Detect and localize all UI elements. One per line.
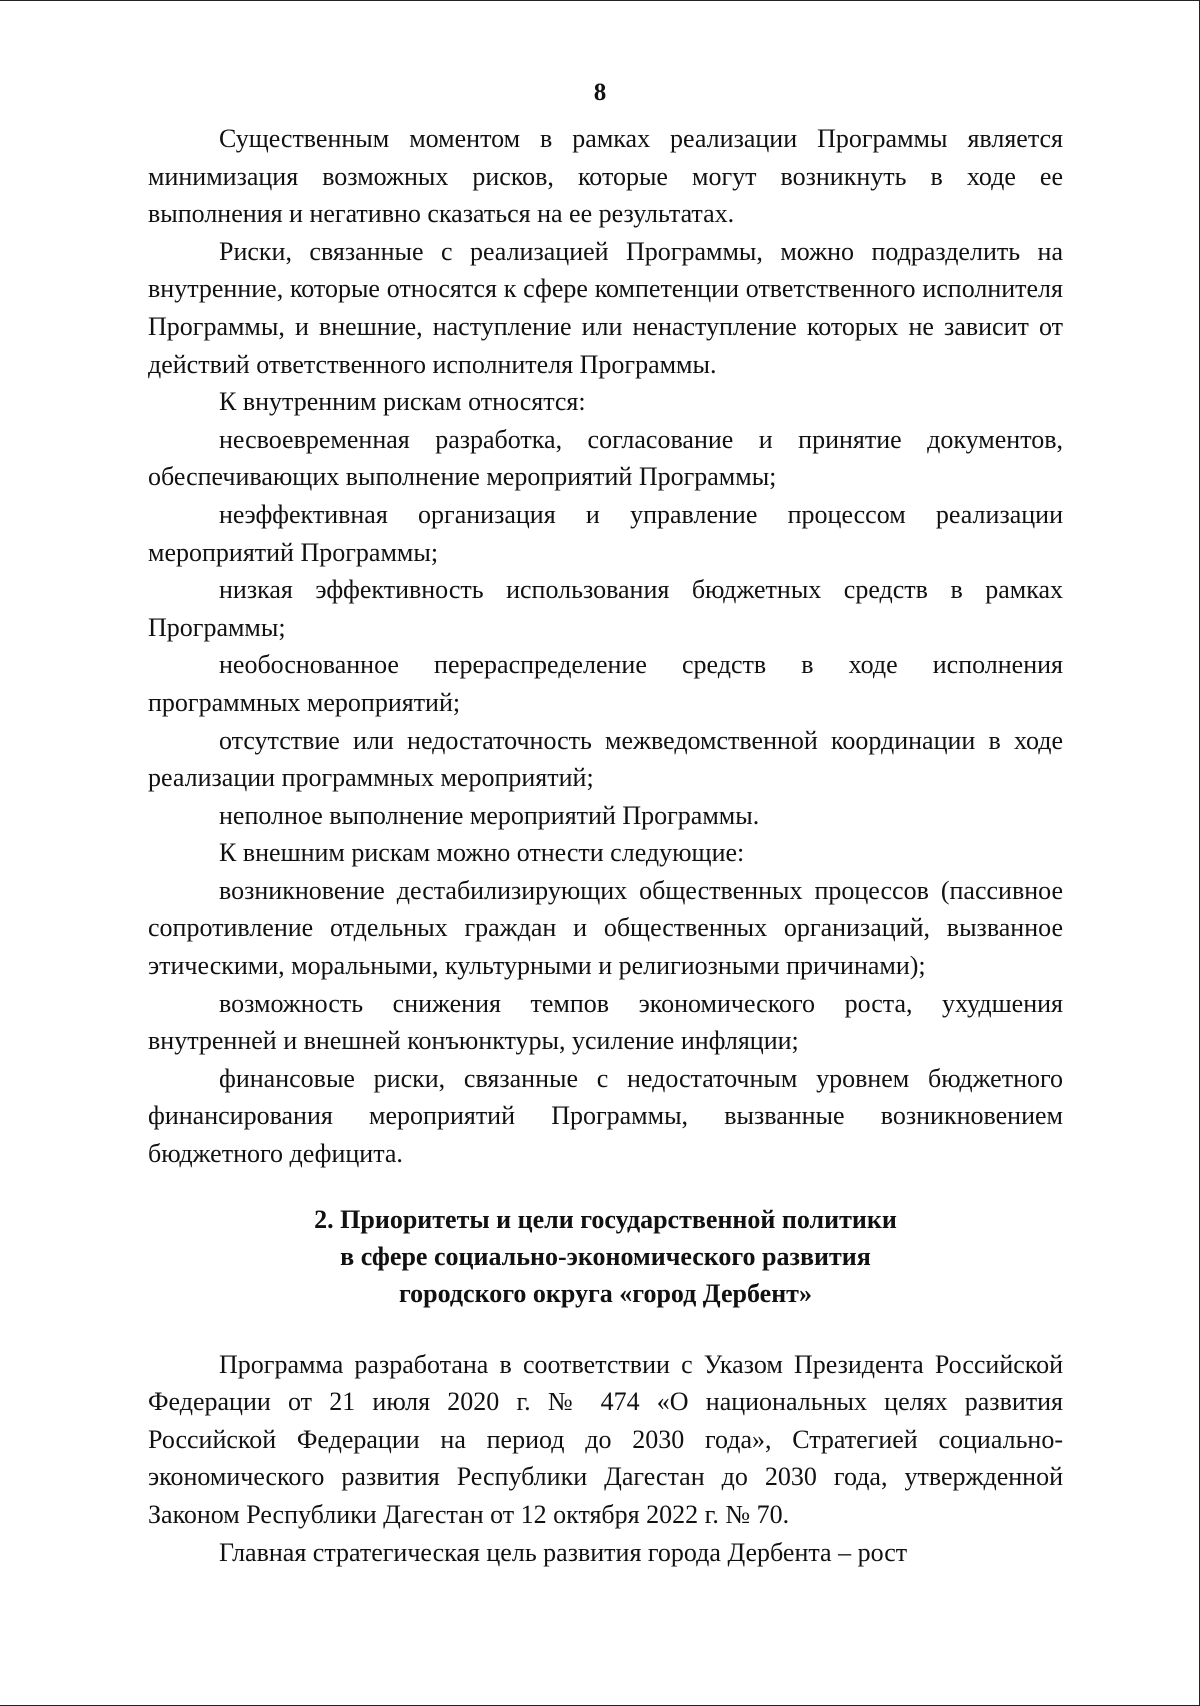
list-item: возникновение дестабилизирующих общественных процессов (пассивное сопротивление отдельных граждан и общественных организаций, вызванное этическими, моральными, культурными и религиозными причинами); xyxy=(148,875,1063,981)
list-item: неполное выполнение мероприятий Программы. xyxy=(219,800,760,830)
list-item: финансовые риски, связанные с недостаточным уровнем бюджетного финансирования мероприятий Программы, вызванные возникновением бюджетного дефицита. xyxy=(148,1063,1063,1169)
paragraph: Риски, связанные с реализацией Программы, можно подразделить на внутренние, которые относятся к сфере компетенции ответственного исполнителя Программы, и внешние, наступление или ненаступление которых не зависит от действий ответственного исполнителя Программы. xyxy=(148,236,1063,379)
paragraph: Программа разработана в соответствии с Указом Президента Российской Федерации от 21 июля 2020 г. № 474 «О национальных целях развития Российской Федерации на период до 2030 года», Стратегией социально-экономического развития Республики Дагестан до 2030 года, утвержденной Законом Республики Дагестан от 12 октября 2022 г. № 70. xyxy=(148,1349,1063,1529)
paragraph: К внешним рискам можно отнести следующие: xyxy=(219,838,745,868)
list-item: возможность снижения темпов экономического роста, ухудшения внутренней и внешней конъюнктуры, усиление инфляции; xyxy=(148,988,1063,1056)
paragraph: Главная стратегическая цель развития города Дербента – рост xyxy=(219,1537,908,1567)
list-item: неэффективная организация и управление процессом реализации мероприятий Программы; xyxy=(148,499,1063,567)
section-heading xyxy=(148,1201,1063,1312)
list-item: отсутствие или недостаточность межведомственной координации в ходе реализации программных мероприятий; xyxy=(148,725,1063,793)
list-item: низкая эффективность использования бюджетных средств в рамках Программы; xyxy=(148,575,1063,642)
section-heading-line: городского округа «город Дербент» xyxy=(399,1278,812,1308)
document-body xyxy=(148,120,1063,1571)
section-heading-line: в сфере социально-экономического развития xyxy=(340,1241,871,1271)
paragraph: Существенным моментом в рамках реализации Программы является минимизация возможных рисков, которые могут возникнуть в ходе ее выполнения и негативно сказаться на ее результатах. xyxy=(148,124,1063,229)
paragraph: К внутренним рискам относятся: xyxy=(219,387,586,417)
section-heading-line: 2. Приоритеты и цели государственной политики xyxy=(314,1204,897,1234)
page-number: 8 xyxy=(593,79,607,106)
list-item: несвоевременная разработка, согласование и принятие документов, обеспечивающих выполнение мероприятий Программы; xyxy=(148,424,1063,492)
list-item: необоснованное перераспределение средств в ходе исполнения программных мероприятий; xyxy=(148,650,1063,717)
